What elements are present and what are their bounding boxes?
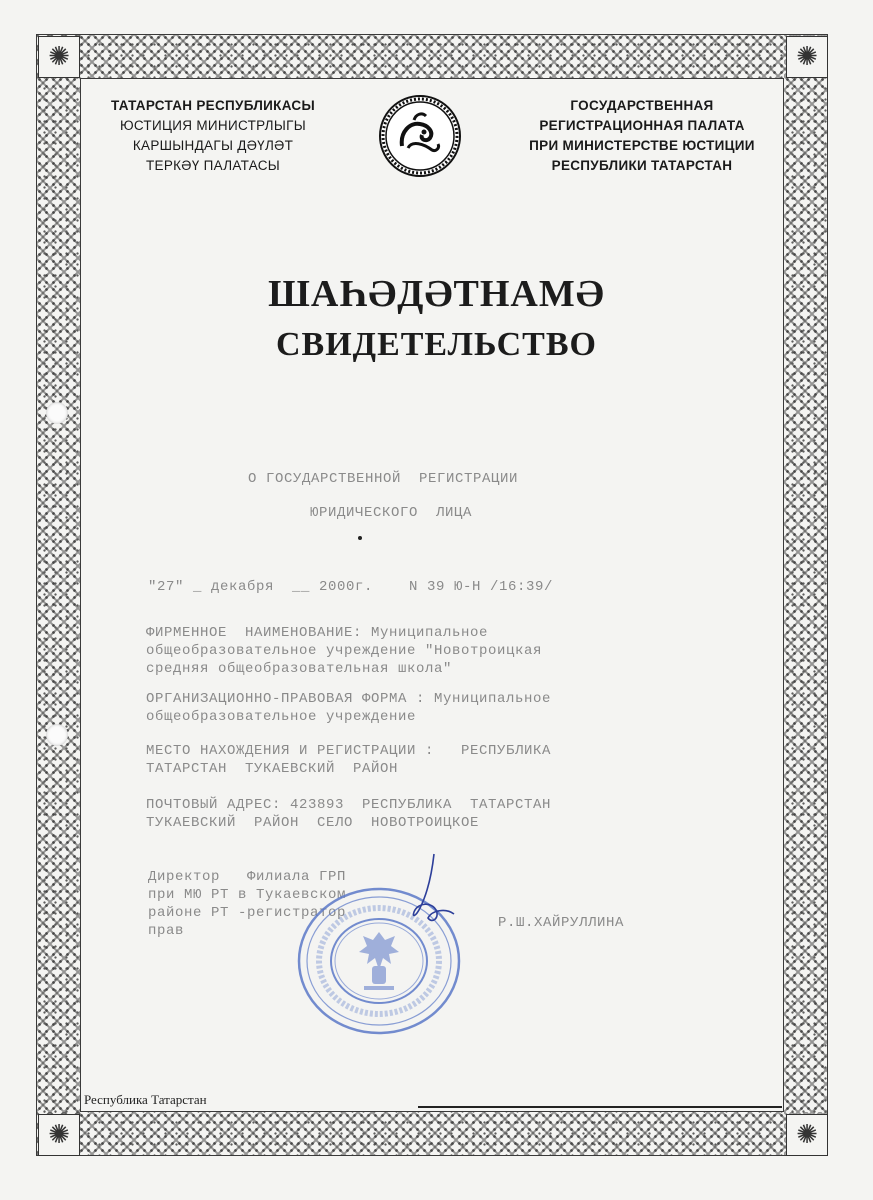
signer-name: Р.Ш.ХАЙРУЛЛИНА xyxy=(498,915,625,931)
field-postal-address: ПОЧТОВЫЙ АДРЕС: 423893 РЕСПУБЛИКА ТАТАРСТАН ТУКАЕВСКИЙ РАЙОН СЕЛО НОВОТРОИЦКОЕ xyxy=(146,797,552,831)
title-tatar: ШАҺӘДӘТНАМӘ xyxy=(268,273,605,315)
header-right-authority xyxy=(510,96,774,176)
header-left-line: ТЕРКӘҮ ПАЛАТАСЫ xyxy=(145,158,281,173)
header-right-line: ПРИ МИНИСТЕРСТВЕ ЮСТИЦИИ xyxy=(529,138,755,153)
header-left-line: ЮСТИЦИЯ МИНИСТРЛЫГЫ xyxy=(120,118,306,133)
subtitle-line: ЮРИДИЧЕСКОГО ЛИЦА xyxy=(310,505,473,521)
corner-ornament-icon xyxy=(786,36,828,78)
title-russian: СВИДЕТЕЛЬСТВО xyxy=(276,326,597,363)
corner-ornament-icon xyxy=(786,1114,828,1156)
header-left-line: ТАТАРСТАН РЕСПУБЛИКАСЫ xyxy=(111,98,315,113)
registration-date-number: "27" _ декабря __ 2000г. N 39 Ю-Н /16:39/ xyxy=(148,579,554,595)
header-right-line: РЕСПУБЛИКИ ТАТАРСТАН xyxy=(551,158,733,173)
corner-ornament-icon xyxy=(38,36,80,78)
director-title: Директор Филиала ГРП при МЮ РТ в Тукаевском районе РТ -регистратор прав xyxy=(148,869,347,939)
header-right-line: ГОСУДАРСТВЕННАЯ xyxy=(570,98,714,113)
header-left-line: КАРШЫНДАГЫ ДӘҮЛӘТ xyxy=(132,138,294,153)
header-left-authority xyxy=(88,96,338,176)
subtitle-line: О ГОСУДАРСТВЕННОЙ РЕГИСТРАЦИИ xyxy=(248,471,519,487)
tatarstan-emblem-icon xyxy=(378,94,462,178)
footer-rule xyxy=(418,1106,782,1108)
field-company-name: ФИРМЕННОЕ НАИМЕНОВАНИЕ: Муниципальное общеобразовательное учреждение "Новотроицкая средняя общеобразовательная школа" xyxy=(146,625,543,677)
field-legal-form: ОРГАНИЗАЦИОННО-ПРАВОВАЯ ФОРМА : Муниципальное общеобразовательное учреждение xyxy=(146,691,552,725)
handwritten-signature xyxy=(402,852,462,932)
header-right-line: РЕГИСТРАЦИОННАЯ ПАЛАТА xyxy=(539,118,745,133)
footer-republic: Республика Татарстан xyxy=(84,1092,207,1107)
punch-hole xyxy=(46,724,68,746)
ink-dot xyxy=(358,536,362,540)
corner-ornament-icon xyxy=(38,1114,80,1156)
field-location: МЕСТО НАХОЖДЕНИЯ И РЕГИСТРАЦИИ : РЕСПУБЛИКА ТАТАРСТАН ТУКАЕВСКИЙ РАЙОН xyxy=(146,743,552,777)
punch-hole xyxy=(46,402,68,424)
